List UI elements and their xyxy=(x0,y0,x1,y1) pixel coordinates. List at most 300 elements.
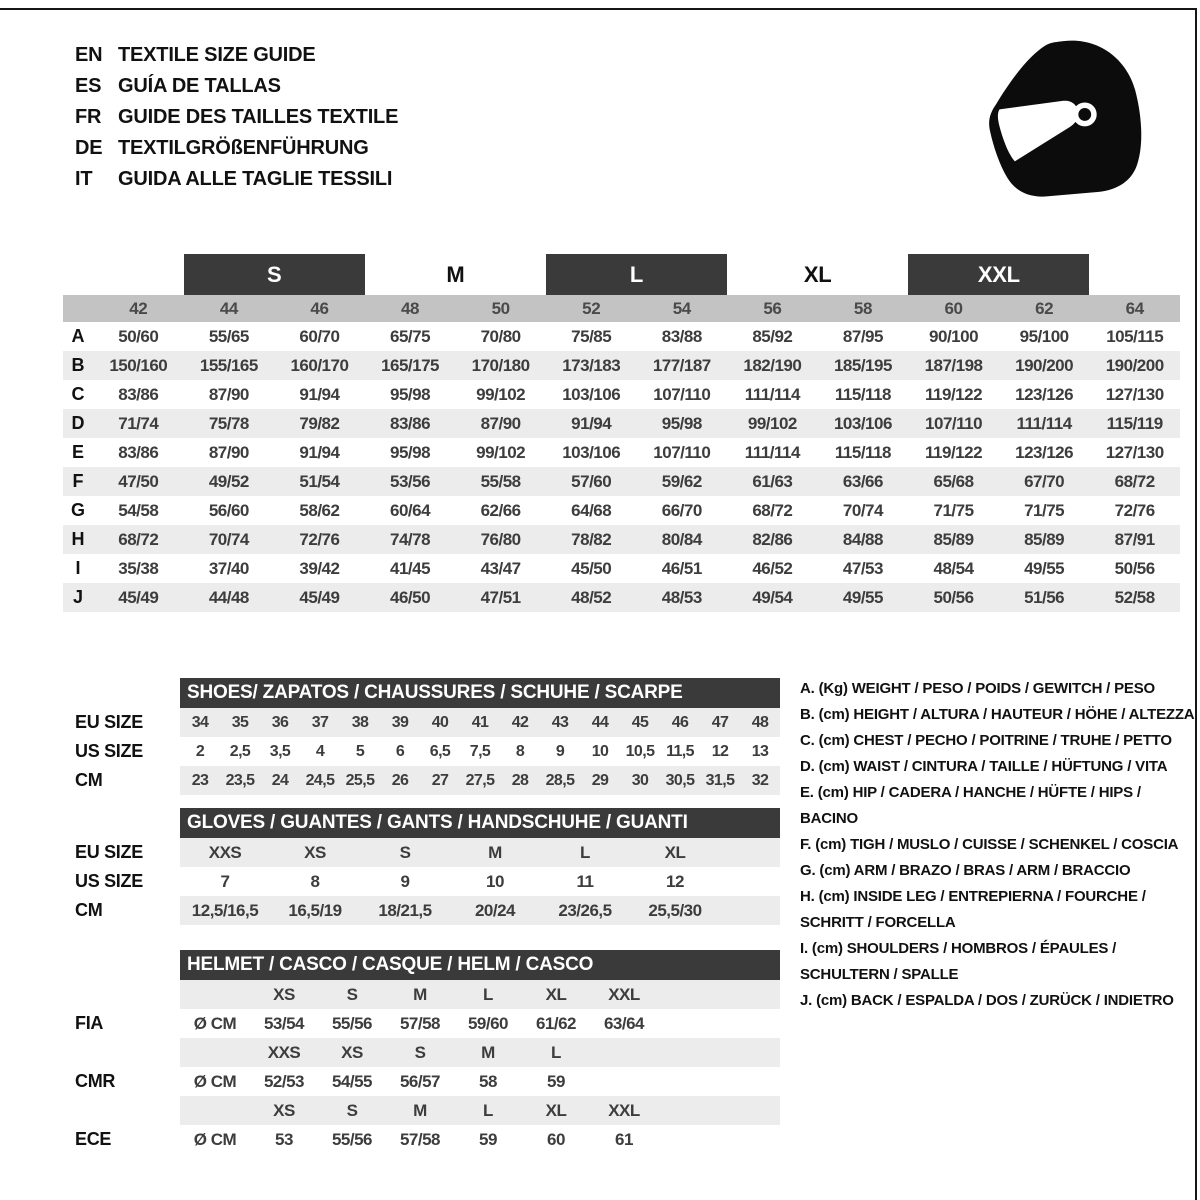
helmet-values xyxy=(180,1067,780,1096)
value-cell: 127/130 xyxy=(1105,384,1164,404)
value-cell: 84/88 xyxy=(842,529,883,549)
value-cell: 115/118 xyxy=(834,442,891,462)
measurement-row-i xyxy=(63,554,1180,583)
helmet-values xyxy=(180,1009,780,1038)
value-cell: 37 xyxy=(311,713,329,731)
value-cell: 47/51 xyxy=(480,587,521,607)
value-cell: 36 xyxy=(271,713,289,731)
value-cell: 50/60 xyxy=(118,326,159,346)
value-cell: 25,5/30 xyxy=(648,900,702,920)
value-cell: 43 xyxy=(551,713,569,731)
value-cell: 23 xyxy=(191,771,209,789)
size-row-us-size xyxy=(63,737,780,766)
diameter-spacer xyxy=(180,1096,250,1125)
size-row-cm xyxy=(63,896,780,925)
value-cell: 46/50 xyxy=(390,587,431,607)
value-cell: XXS xyxy=(208,842,242,862)
value-cell: 55/58 xyxy=(480,471,521,491)
value-cell: 11,5 xyxy=(666,742,694,760)
value-cell: 87/90 xyxy=(208,384,249,404)
measurement-row-e xyxy=(63,438,1180,467)
legend-item-d: D. (cm) WAIST / CINTURA / TAILLE / HÜFTUNG / VITA xyxy=(800,758,1168,775)
helmet-value-cell: 55/56 xyxy=(331,1013,373,1033)
helmet-value-cell: 55/56 xyxy=(331,1129,373,1149)
helmet-sizes-row-cmr xyxy=(63,1038,780,1067)
measurement-row-f xyxy=(63,467,1180,496)
value-cell: 127/130 xyxy=(1105,442,1164,462)
legend-item-i: I. (cm) SHOULDERS / HOMBROS / ÉPAULES / SCHULTERN / SPALLE xyxy=(800,940,1117,983)
eu-size-cell: 58 xyxy=(853,298,872,318)
value-cell: 18/21,5 xyxy=(378,900,432,920)
value-cell: 103/106 xyxy=(833,413,892,433)
measurement-row-j xyxy=(63,583,1180,612)
value-cell: 123/126 xyxy=(1015,442,1074,462)
value-cell: 49/54 xyxy=(752,587,793,607)
eu-size-cell: 46 xyxy=(310,298,329,318)
guide-title: GUIDA ALLE TAGLIE TESSILI xyxy=(118,168,393,190)
helmet-value-cell: 56/57 xyxy=(399,1071,441,1091)
gloves-size-rows xyxy=(63,838,780,925)
value-cell: 51/56 xyxy=(1024,587,1065,607)
value-cell: 185/195 xyxy=(833,355,892,375)
size-label-xxl: XXL xyxy=(908,254,1089,295)
measurement-row-g xyxy=(63,496,1180,525)
value-cell: 64/68 xyxy=(571,500,612,520)
language-row xyxy=(75,40,398,71)
value-cell: 190/200 xyxy=(1105,355,1164,375)
value-cell: 111/114 xyxy=(1016,413,1072,433)
row-letter: A xyxy=(71,326,85,346)
value-cell: 10 xyxy=(486,871,504,891)
diameter-spacer xyxy=(180,980,250,1009)
value-cell: 34 xyxy=(191,713,209,731)
language-row xyxy=(75,71,398,102)
value-cell: 72/76 xyxy=(299,529,340,549)
helmet-value-cell: 53/54 xyxy=(263,1013,305,1033)
row-letter: I xyxy=(75,558,81,578)
helmet-size-cell: M xyxy=(481,1042,495,1062)
gloves-section-title: GLOVES / GUANTES / GANTS / HANDSCHUHE / GUANTI xyxy=(180,808,780,838)
value-cell: 42 xyxy=(511,713,529,731)
value-cell: 87/90 xyxy=(208,442,249,462)
shoes-size-section xyxy=(63,678,780,795)
apparel-size-label-row xyxy=(63,254,1180,295)
row-label: CM xyxy=(75,770,103,790)
value-cell: 80/84 xyxy=(661,529,702,549)
value-cell: 68/72 xyxy=(118,529,159,549)
size-label-xl: XL xyxy=(803,261,832,287)
guide-title: TEXTILE SIZE GUIDE xyxy=(118,44,316,66)
value-cell: 74/78 xyxy=(390,529,431,549)
helmet-value-cell: 59 xyxy=(547,1071,565,1091)
row-label-empty xyxy=(63,1096,180,1125)
row-values xyxy=(180,737,780,766)
value-cell: 48/53 xyxy=(661,587,702,607)
size-label-m: M xyxy=(446,261,465,287)
value-cell: 6 xyxy=(395,742,405,760)
value-cell: 95/100 xyxy=(1019,326,1069,346)
value-cell: 65/75 xyxy=(390,326,431,346)
value-cell: 76/80 xyxy=(480,529,521,549)
helmet-size-labels xyxy=(180,980,780,1009)
helmet-values xyxy=(180,1125,780,1154)
value-cell: 182/190 xyxy=(743,355,802,375)
legend-item-j: J. (cm) BACK / ESPALDA / DOS / ZURÜCK / INDIETRO xyxy=(800,992,1174,1009)
value-cell: 40 xyxy=(431,713,449,731)
value-cell: 60/64 xyxy=(390,500,431,520)
row-values xyxy=(180,708,780,737)
value-cell: 16,5/19 xyxy=(288,900,342,920)
gloves-size-section xyxy=(63,808,780,925)
value-cell: 107/110 xyxy=(653,442,711,462)
value-cell: 107/110 xyxy=(653,384,711,404)
size-row-eu-size xyxy=(63,708,780,737)
guide-title: TEXTILGRÖßENFÜHRUNG xyxy=(118,137,369,159)
eu-size-cell: 50 xyxy=(491,298,510,318)
row-label-empty xyxy=(63,1038,180,1067)
value-cell: 48/54 xyxy=(933,558,974,578)
value-cell: 63/66 xyxy=(842,471,883,491)
helmet-value-cell: 59 xyxy=(479,1129,497,1149)
helmet-values-row-ece xyxy=(63,1125,780,1154)
value-cell: 53/56 xyxy=(390,471,431,491)
row-letter: B xyxy=(71,355,85,375)
value-cell: 23/26,5 xyxy=(558,900,612,920)
row-letter: C xyxy=(71,384,85,404)
legend-item-b: B. (cm) HEIGHT / ALTURA / HAUTEUR / HÖHE / ALTEZZA xyxy=(800,706,1195,723)
language-code: ES xyxy=(75,75,102,97)
helmet-value-cell: 61/62 xyxy=(535,1013,577,1033)
value-cell: 41 xyxy=(471,713,489,731)
value-cell: 48 xyxy=(751,713,769,731)
helmet-value-cell: 58 xyxy=(479,1071,497,1091)
legend-item-g: G. (cm) ARM / BRAZO / BRAS / ARM / BRACCIO xyxy=(800,862,1131,879)
value-cell: 103/106 xyxy=(562,384,621,404)
helmet-sizes-row-ece xyxy=(63,1096,780,1125)
value-cell: 45/50 xyxy=(571,558,612,578)
value-cell: 3,5 xyxy=(269,742,291,760)
value-cell: 48/52 xyxy=(571,587,612,607)
size-label-l: L xyxy=(546,254,727,295)
value-cell: 83/86 xyxy=(118,442,159,462)
helmet-size-cell: S xyxy=(346,984,358,1004)
value-cell: 43/47 xyxy=(480,558,521,578)
value-cell: 2 xyxy=(195,742,205,760)
value-cell: 25,5 xyxy=(345,771,375,789)
language-code: FR xyxy=(75,106,102,128)
standard-label: FIA xyxy=(75,1013,104,1033)
helmet-size-cell: XXL xyxy=(608,1100,640,1120)
value-cell: 99/102 xyxy=(747,413,797,433)
value-cell: 52/58 xyxy=(1114,587,1155,607)
value-cell: 12 xyxy=(711,742,729,760)
measurement-row-a xyxy=(63,322,1180,351)
legend-item-c: C. (cm) CHEST / PECHO / POITRINE / TRUHE / PETTO xyxy=(800,732,1172,749)
value-cell: L xyxy=(580,842,590,862)
measurement-row-b xyxy=(63,351,1180,380)
value-cell: 59/62 xyxy=(661,471,702,491)
eu-size-cell: 44 xyxy=(219,298,238,318)
value-cell: 115/118 xyxy=(834,384,891,404)
value-cell: 68/72 xyxy=(752,500,793,520)
value-cell: 165/175 xyxy=(381,355,440,375)
row-label: CM xyxy=(75,900,103,920)
value-cell: 56/60 xyxy=(208,500,249,520)
value-cell: 46/52 xyxy=(752,558,793,578)
value-cell: XS xyxy=(304,842,326,862)
value-cell: 95/98 xyxy=(390,384,431,404)
language-title-list xyxy=(75,40,398,195)
row-values xyxy=(180,838,780,867)
value-cell: 47/50 xyxy=(118,471,159,491)
value-cell: 190/200 xyxy=(1015,355,1074,375)
value-cell: 10,5 xyxy=(625,742,655,760)
helmet-size-cell: XXS xyxy=(267,1042,301,1062)
row-label: EU SIZE xyxy=(75,842,143,862)
value-cell: 65/68 xyxy=(933,471,974,491)
value-cell: 12 xyxy=(666,871,684,891)
value-cell: 87/90 xyxy=(480,413,521,433)
row-letter: E xyxy=(71,442,84,462)
value-cell: 85/92 xyxy=(752,326,793,346)
row-letter: H xyxy=(71,529,85,549)
measurement-legend xyxy=(800,676,1198,1014)
frame-top-rule xyxy=(0,8,1197,10)
shoes-size-rows xyxy=(63,708,780,795)
value-cell: 111/114 xyxy=(744,384,800,404)
helmet-size-cell: L xyxy=(551,1042,561,1062)
value-cell: 47/53 xyxy=(842,558,883,578)
row-label-empty xyxy=(63,980,180,1009)
value-cell: 49/55 xyxy=(842,587,883,607)
helmet-size-cell: XXL xyxy=(608,984,640,1004)
size-row-cm xyxy=(63,766,780,795)
standard-label: ECE xyxy=(75,1129,112,1149)
diameter-label: Ø CM xyxy=(193,1129,237,1149)
value-cell: 67/70 xyxy=(1024,471,1065,491)
value-cell: 123/126 xyxy=(1015,384,1074,404)
row-label: US SIZE xyxy=(75,741,143,761)
value-cell: 27 xyxy=(431,771,449,789)
value-cell: 187/198 xyxy=(924,355,983,375)
value-cell: 8 xyxy=(310,871,320,891)
value-cell: 87/91 xyxy=(1114,529,1155,549)
size-row-us-size xyxy=(63,867,780,896)
helmet-size-section xyxy=(63,950,780,1154)
language-code: IT xyxy=(75,168,93,190)
value-cell: 5 xyxy=(355,742,365,760)
eu-size-cell: 48 xyxy=(400,298,420,318)
value-cell: 75/85 xyxy=(571,326,612,346)
standard-label: CMR xyxy=(75,1071,116,1091)
row-values xyxy=(180,766,780,795)
helmet-size-cell: L xyxy=(483,1100,493,1120)
measurement-row-d xyxy=(63,409,1180,438)
value-cell: 45/49 xyxy=(118,587,159,607)
helmet-value-cell: 57/58 xyxy=(399,1129,441,1149)
size-label-s: S xyxy=(184,254,365,295)
eu-size-cell: 52 xyxy=(582,298,601,318)
shoes-section-title: SHOES/ ZAPATOS / CHAUSSURES / SCHUHE / SCARPE xyxy=(180,678,780,708)
value-cell: 41/45 xyxy=(390,558,431,578)
value-cell: 79/82 xyxy=(299,413,340,433)
value-cell: 170/180 xyxy=(471,355,530,375)
helmet-value-cell: 59/60 xyxy=(467,1013,509,1033)
racing-helmet-icon xyxy=(980,36,1152,198)
value-cell: 160/170 xyxy=(290,355,349,375)
value-cell: 119/122 xyxy=(925,384,983,404)
helmet-value-cell: 60 xyxy=(547,1129,565,1149)
diameter-label: Ø CM xyxy=(193,1071,237,1091)
guide-title: GUÍA DE TALLAS xyxy=(118,75,281,97)
helmet-size-cell: XS xyxy=(341,1042,363,1062)
helmet-size-cell: XL xyxy=(545,984,567,1004)
value-cell: 75/78 xyxy=(208,413,249,433)
helmet-size-cell: L xyxy=(483,984,493,1004)
value-cell: 91/94 xyxy=(571,413,612,433)
helmet-sizes-row-fia xyxy=(63,980,780,1009)
value-cell: 173/183 xyxy=(562,355,621,375)
legend-item-a: A. (Kg) WEIGHT / PESO / POIDS / GEWITCH / PESO xyxy=(800,680,1155,697)
value-cell: 27,5 xyxy=(465,771,495,789)
value-cell: 46 xyxy=(671,713,689,731)
row-letter: J xyxy=(72,587,83,607)
measurement-row-h xyxy=(63,525,1180,554)
value-cell: 85/89 xyxy=(1024,529,1065,549)
apparel-eu-size-row xyxy=(63,295,1180,322)
language-row xyxy=(75,133,398,164)
value-cell: 107/110 xyxy=(925,413,983,433)
value-cell: 10 xyxy=(591,742,609,760)
value-cell: 47 xyxy=(711,713,729,731)
corner-cell xyxy=(63,295,93,322)
value-cell: 83/88 xyxy=(661,326,702,346)
value-cell: 55/65 xyxy=(208,326,249,346)
value-cell: 83/86 xyxy=(390,413,431,433)
helmet-size-cell: S xyxy=(346,1100,358,1120)
value-cell: 45 xyxy=(631,713,649,731)
value-cell: 70/74 xyxy=(208,529,249,549)
value-cell: 66/70 xyxy=(661,500,702,520)
value-cell: 37/40 xyxy=(208,558,249,578)
value-cell: 60/70 xyxy=(299,326,340,346)
diameter-spacer xyxy=(180,1038,250,1067)
value-cell: 28,5 xyxy=(545,771,575,789)
value-cell: 62/66 xyxy=(480,500,521,520)
row-label: EU SIZE xyxy=(75,712,143,732)
legend-item-h: H. (cm) INSIDE LEG / ENTREPIERNA / FOURCHE / SCHRITT / FORCELLA xyxy=(800,888,1146,931)
value-cell: 44/48 xyxy=(208,587,249,607)
eu-size-cell: 62 xyxy=(1035,298,1054,318)
helmet-size-cell: M xyxy=(413,1100,427,1120)
value-cell: 8 xyxy=(515,742,525,760)
value-cell: 11 xyxy=(576,871,594,891)
helmet-size-labels xyxy=(180,1096,780,1125)
eu-size-cell: 42 xyxy=(129,298,148,318)
value-cell: 119/122 xyxy=(925,442,983,462)
value-cell: 31,5 xyxy=(705,771,735,789)
helmet-section-title: HELMET / CASCO / CASQUE / HELM / CASCO xyxy=(180,950,780,980)
legend-item-f: F. (cm) TIGH / MUSLO / CUISSE / SCHENKEL / COSCIA xyxy=(800,836,1179,853)
size-row-eu-size xyxy=(63,838,780,867)
value-cell: 50/56 xyxy=(1114,558,1155,578)
value-cell: 2,5 xyxy=(229,742,251,760)
helmet-size-cell: XL xyxy=(545,1100,567,1120)
value-cell: 95/98 xyxy=(390,442,431,462)
eu-size-cell: 54 xyxy=(672,298,691,318)
helmet-value-cell: 52/53 xyxy=(263,1071,305,1091)
value-cell: 35/38 xyxy=(118,558,159,578)
value-cell: M xyxy=(488,842,502,862)
eu-size-cell: 60 xyxy=(944,298,963,318)
helmet-size-cell: XS xyxy=(273,1100,295,1120)
value-cell: 99/102 xyxy=(476,442,526,462)
value-cell: 29 xyxy=(591,771,609,789)
row-values xyxy=(180,867,780,896)
value-cell: 99/102 xyxy=(476,384,526,404)
value-cell: 70/74 xyxy=(842,500,883,520)
helmet-size-cell: XS xyxy=(273,984,295,1004)
value-cell: 87/95 xyxy=(842,326,883,346)
value-cell: 23,5 xyxy=(225,771,255,789)
value-cell: 91/94 xyxy=(299,384,340,404)
measurement-row-c xyxy=(63,380,1180,409)
value-cell: 39/42 xyxy=(299,558,340,578)
value-cell: 105/115 xyxy=(1106,326,1164,346)
value-cell: 7,5 xyxy=(469,742,491,760)
value-cell: 24,5 xyxy=(305,771,335,789)
value-cell: 83/86 xyxy=(118,384,159,404)
helmet-value-cell: 61 xyxy=(615,1129,633,1149)
row-letter: G xyxy=(70,500,85,520)
value-cell: 72/76 xyxy=(1114,500,1155,520)
value-cell: 82/86 xyxy=(752,529,793,549)
value-cell: 50/56 xyxy=(933,587,974,607)
value-cell: 4 xyxy=(315,742,325,760)
helmet-size-rows xyxy=(63,980,780,1154)
value-cell: 51/54 xyxy=(299,471,340,491)
value-cell: 6,5 xyxy=(429,742,451,760)
value-cell: 71/75 xyxy=(933,500,974,520)
value-cell: 20/24 xyxy=(474,900,516,920)
value-cell: 70/80 xyxy=(480,326,521,346)
value-cell: 24 xyxy=(271,771,289,789)
value-cell: 32 xyxy=(751,771,769,789)
value-cell: 49/55 xyxy=(1024,558,1065,578)
value-cell: 38 xyxy=(351,713,369,731)
language-row xyxy=(75,102,398,133)
value-cell: 68/72 xyxy=(1114,471,1155,491)
value-cell: 61/63 xyxy=(752,471,793,491)
value-cell: S xyxy=(399,842,411,862)
diameter-label: Ø CM xyxy=(193,1013,237,1033)
language-code: EN xyxy=(75,44,103,66)
eu-size-cell: 64 xyxy=(1125,298,1144,318)
value-cell: 45/49 xyxy=(299,587,340,607)
value-cell: 91/94 xyxy=(299,442,340,462)
value-cell: 103/106 xyxy=(562,442,621,462)
value-cell: 78/82 xyxy=(571,529,612,549)
value-cell: 7 xyxy=(220,871,230,891)
row-values xyxy=(180,896,780,925)
value-cell: 111/114 xyxy=(744,442,800,462)
value-cell: 177/187 xyxy=(652,355,711,375)
value-cell: 46/51 xyxy=(661,558,702,578)
value-cell: 28 xyxy=(511,771,529,789)
value-cell: 30 xyxy=(631,771,649,789)
row-letter: F xyxy=(72,471,84,491)
value-cell: 155/165 xyxy=(199,355,258,375)
